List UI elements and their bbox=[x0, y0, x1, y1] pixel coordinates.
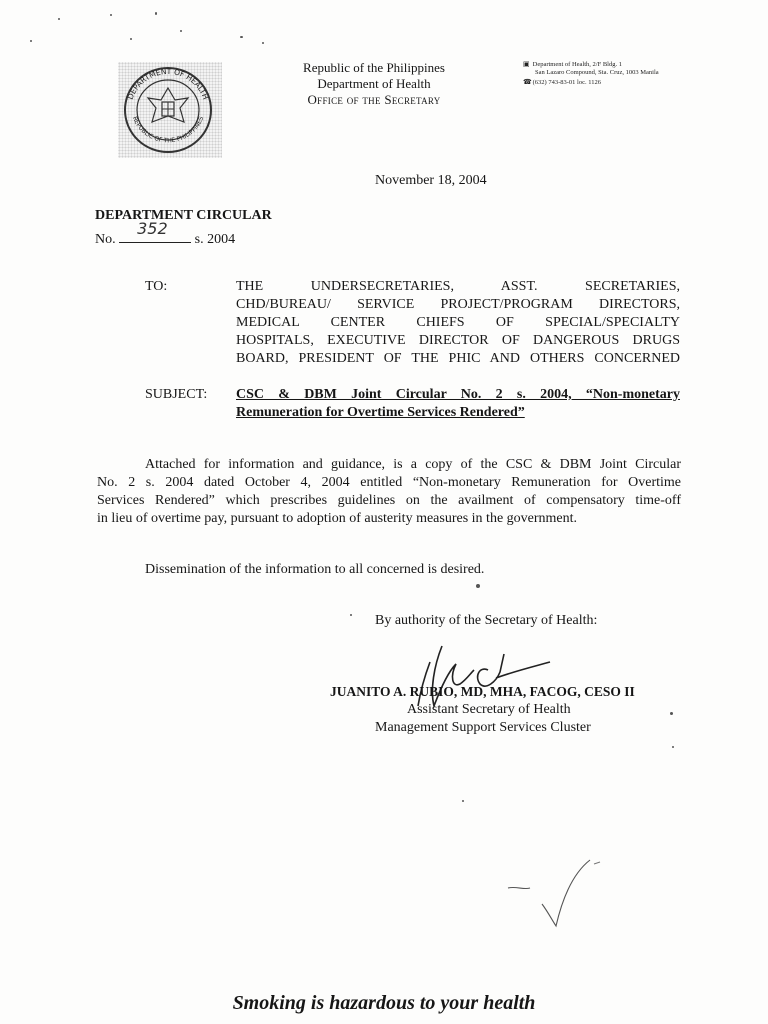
recipient-line: THE UNDERSECRETARIES, ASST. SECRETARIES, bbox=[236, 279, 680, 294]
footer-health-warning: Smoking is hazardous to your health bbox=[232, 992, 536, 1014]
building-icon: ▣ bbox=[523, 60, 530, 68]
svg-text:REPUBLIC OF THE PHILIPPINES bbox=[131, 115, 205, 144]
circular-series: s. 2004 bbox=[194, 232, 236, 247]
department-seal bbox=[118, 62, 222, 158]
to-label: TO: bbox=[145, 279, 168, 294]
circular-number-line bbox=[95, 219, 295, 249]
subject-line-1: CSC & DBM Joint Circular No. 2 s. 2004, “Non-monetary bbox=[236, 387, 680, 402]
contact-block bbox=[523, 60, 693, 87]
circular-number: 352 bbox=[137, 219, 168, 238]
svg-text:DEPARTMENT OF HEALTH bbox=[126, 67, 210, 101]
subject-line-2: Remuneration for Overtime Services Rendered” bbox=[236, 405, 525, 420]
signatory-title-2: Management Support Services Cluster bbox=[375, 720, 591, 735]
body-line: Services Rendered” which prescribes guidelines on the availment of compensatory time-off bbox=[97, 493, 681, 508]
signatory-name: JUANITO A. RUBIO, MD, MHA, FACOG, CESO II bbox=[330, 684, 635, 699]
body-line: No. 2 s. 2004 dated October 4, 2004 entitled “Non-monetary Remuneration for Overtime bbox=[97, 475, 681, 490]
to-recipients bbox=[236, 278, 680, 368]
body-line: Attached for information and guidance, is a copy of the CSC & DBM Joint Circular bbox=[145, 457, 681, 472]
phone-number: (632) 743-83-01 loc. 1126 bbox=[532, 79, 601, 86]
body-paragraph-1 bbox=[97, 456, 681, 528]
seal-bottom-text: REPUBLIC OF THE PHILIPPINES bbox=[130, 115, 206, 145]
address-line-2: San Lazaro Compound, Sta. Cruz, 1003 Manila bbox=[535, 69, 659, 76]
telephone-icon: ☎ bbox=[523, 78, 532, 86]
circular-no-label: No. bbox=[95, 232, 116, 247]
address-line-1: Department of Health, 2/F Bldg. 1 bbox=[532, 61, 622, 68]
body-line: in lieu of overtime pay, pursuant to adoption of austerity measures in the government. bbox=[97, 511, 578, 526]
circular-title: DEPARTMENT CIRCULAR bbox=[95, 208, 272, 223]
recipient-line: MEDICAL CENTER CHIEFS OF SPECIAL/SPECIALTY bbox=[236, 315, 680, 330]
document-date: November 18, 2004 bbox=[375, 173, 487, 188]
seal-top-text: DEPARTMENT OF HEALTH bbox=[125, 66, 211, 101]
letterhead-department: Department of Health bbox=[317, 76, 431, 91]
letterhead-office: Office of the Secretary bbox=[307, 92, 441, 107]
recipient-line: BOARD, PRESIDENT OF THE PHIC AND OTHERS CONCERNED bbox=[236, 351, 680, 366]
subject-text bbox=[236, 386, 680, 422]
authority-line: By authority of the Secretary of Health: bbox=[375, 613, 598, 628]
subject-label: SUBJECT: bbox=[145, 387, 208, 402]
letterhead-republic: Republic of the Philippines bbox=[303, 60, 445, 75]
body-paragraph-2: Dissemination of the information to all concerned is desired. bbox=[145, 562, 485, 577]
handwritten-mark bbox=[490, 850, 610, 930]
recipient-line: CHD/BUREAU/ SERVICE PROJECT/PROGRAM DIRECTORS, bbox=[236, 297, 680, 312]
recipient-line: HOSPITALS, EXECUTIVE DIRECTOR OF DANGEROUS DRUGS bbox=[236, 333, 680, 348]
signatory-title-1: Assistant Secretary of Health bbox=[407, 702, 571, 717]
